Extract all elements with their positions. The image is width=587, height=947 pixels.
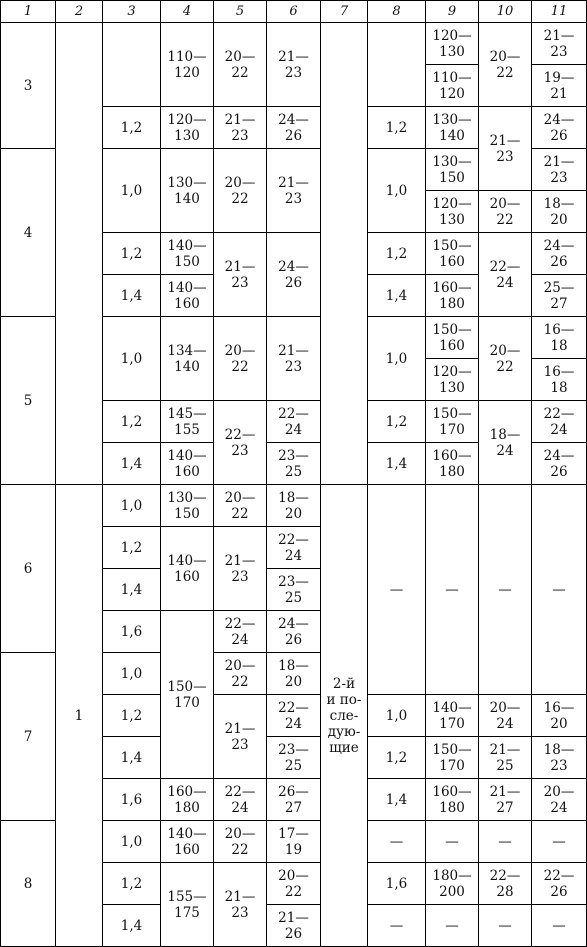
table-cell: 110— 120 [426,65,479,107]
table-cell: 150— 160 [426,233,479,275]
col1-cell: 5 [1,317,56,485]
table-cell: 21— 23 [479,107,532,191]
table-cell: 20— 22 [479,23,532,107]
table-cell: 140— 160 [161,527,214,611]
table-cell: 23— 25 [267,443,321,485]
header-cell: 8 [368,1,426,23]
table-cell: 1,0 [368,149,426,233]
table-cell: 20— 22 [214,23,267,107]
table-cell: 1,4 [368,779,426,821]
table-cell: 22— 24 [214,779,267,821]
table-cell: 20— 22 [214,821,267,863]
table-cell: 120— 130 [161,107,214,149]
table-cell: 20— 22 [214,653,267,695]
table-cell: 140— 160 [161,821,214,863]
table-cell: — [532,905,587,947]
table-cell: 24— 26 [267,611,321,653]
table-cell: 21— 23 [214,107,267,149]
table-cell: 21— 23 [267,317,321,401]
col1-cell: 3 [1,23,56,149]
table-cell: 22— 24 [267,401,321,443]
table-cell: 20— 22 [479,317,532,401]
col1-cell: 4 [1,149,56,317]
table-cell: 1,4 [103,443,161,485]
table-cell: 18— 20 [267,485,321,527]
table-cell: 1,0 [368,317,426,401]
table-cell: 18— 20 [267,653,321,695]
header-cell: 4 [161,1,214,23]
table-cell: — [532,485,587,695]
col7-cell: 2-й и по- сле- дую- щие [321,485,368,947]
table-cell: 1,2 [368,737,426,779]
col7-cell-empty [321,23,368,485]
table-cell: 24— 26 [532,107,587,149]
header-cell: 6 [267,1,321,23]
table-cell: — [368,905,426,947]
table-cell: 21— 27 [479,779,532,821]
table-cell: 160— 180 [426,275,479,317]
table-cell: 16— 18 [532,317,587,359]
table-row [1,23,587,65]
table-cell: 1,2 [103,863,161,905]
table-cell: 21— 23 [267,149,321,233]
table-cell: 134— 140 [161,317,214,401]
header-cell: 9 [426,1,479,23]
table-cell: 1,0 [368,695,426,737]
table-cell: 1,4 [103,569,161,611]
table-cell: 20— 22 [214,485,267,527]
table-cell: 1,2 [368,401,426,443]
table-cell: — [479,485,532,695]
table-cell: 140— 160 [161,275,214,317]
table-cell: 140— 160 [161,443,214,485]
table-cell: 1,2 [103,401,161,443]
table-cell: 24— 26 [532,443,587,485]
table-cell: 150— 170 [426,401,479,443]
table-cell: 21— 23 [214,695,267,779]
table-cell: 120— 130 [426,191,479,233]
table-cell: 1,2 [368,107,426,149]
col2-cell-empty [56,23,103,485]
table-cell: 22— 24 [267,695,321,737]
table-cell: 21— 25 [479,737,532,779]
table-cell: 22— 23 [214,401,267,485]
table-cell: 22— 24 [214,611,267,653]
table-cell: 21— 23 [214,527,267,611]
header-cell: 1 [1,1,56,23]
col1-cell: 8 [1,821,56,947]
table-cell: — [368,821,426,863]
table-cell: 1,2 [103,527,161,569]
table-cell: 24— 26 [267,107,321,149]
table-cell: — [532,821,587,863]
header-row [1,1,587,23]
table-cell: 1,0 [103,149,161,233]
table-cell: 20— 22 [214,317,267,401]
table-row [1,485,587,527]
table-cell: 130— 140 [426,107,479,149]
table-cell: 20— 22 [214,149,267,233]
table-cell: 1,2 [103,695,161,737]
table-cell: 140— 150 [161,233,214,275]
table-cell: 140— 170 [426,695,479,737]
table-cell: 22— 24 [267,527,321,569]
table-cell: 1,6 [103,779,161,821]
table-cell: 1,4 [103,905,161,947]
table-cell: — [426,905,479,947]
table-cell: 1,0 [103,821,161,863]
table-cell: 180— 200 [426,863,479,905]
table-cell: 150— 160 [426,317,479,359]
table-cell: 150— 170 [426,737,479,779]
table-cell: 21— 23 [532,149,587,191]
table-cell: 23— 25 [267,737,321,779]
header-cell: 7 [321,1,368,23]
table-cell: 16— 18 [532,359,587,401]
table-cell: 17— 19 [267,821,321,863]
table-cell: 1,4 [368,275,426,317]
table-cell: 1,0 [103,653,161,695]
table-cell: 1,2 [368,233,426,275]
table-cell: 18— 20 [532,191,587,233]
table-cell: 120— 130 [426,359,479,401]
table-cell: 21— 23 [214,233,267,317]
table-cell: 16— 20 [532,695,587,737]
table-cell: — [426,821,479,863]
col2-cell: 1 [56,485,103,947]
table-cell: 160— 180 [161,779,214,821]
table-cell: 1,2 [103,233,161,275]
table-cell: 25— 27 [532,275,587,317]
table-cell: 155— 175 [161,863,214,947]
table-cell: — [479,905,532,947]
header-cell: 10 [479,1,532,23]
table-cell: 21— 23 [214,863,267,947]
table-cell: 24— 26 [532,233,587,275]
header-cell: 2 [56,1,103,23]
col1-cell: 6 [1,485,56,653]
table-cell: — [426,485,479,695]
table-cell: 1,4 [103,737,161,779]
table-cell: — [368,485,426,695]
table-cell: 22— 28 [479,863,532,905]
table-cell: 20— 22 [267,863,321,905]
table-cell: — [479,821,532,863]
table-cell: 150— 170 [161,611,214,779]
table-cell [368,23,426,107]
table-cell: 20— 22 [479,191,532,233]
table-cell: 24— 26 [267,233,321,317]
header-cell: 3 [103,1,161,23]
table-cell: 21— 23 [532,23,587,65]
table-cell: 1,0 [103,485,161,527]
table-cell: 145— 155 [161,401,214,443]
col1-cell: 7 [1,653,56,821]
table-cell: 130— 140 [161,149,214,233]
table-cell: 21— 23 [267,23,321,107]
table-cell: 23— 25 [267,569,321,611]
table-cell: 18— 23 [532,737,587,779]
table-cell: 1,2 [103,107,161,149]
header-cell: 11 [532,1,587,23]
header-cell: 5 [214,1,267,23]
table-cell: 1,6 [103,611,161,653]
table-cell: 18— 24 [479,401,532,485]
table-cell: 19— 21 [532,65,587,107]
table-cell: 1,4 [368,443,426,485]
table-cell: 130— 150 [161,485,214,527]
table-cell: 20— 24 [532,779,587,821]
table-cell: 160— 180 [426,779,479,821]
table-cell: 20— 24 [479,695,532,737]
table-cell [103,23,161,107]
table-cell: 22— 24 [532,401,587,443]
table-cell: 22— 26 [532,863,587,905]
table-cell: 1,0 [103,317,161,401]
table-cell: 120— 130 [426,23,479,65]
table-cell: 110— 120 [161,23,214,107]
table-cell: 22— 24 [479,233,532,317]
table-cell: 1,6 [368,863,426,905]
table-cell: 21— 26 [267,905,321,947]
table-cell: 130— 150 [426,149,479,191]
table-cell: 26— 27 [267,779,321,821]
table-cell: 1,4 [103,275,161,317]
table-cell: 160— 180 [426,443,479,485]
